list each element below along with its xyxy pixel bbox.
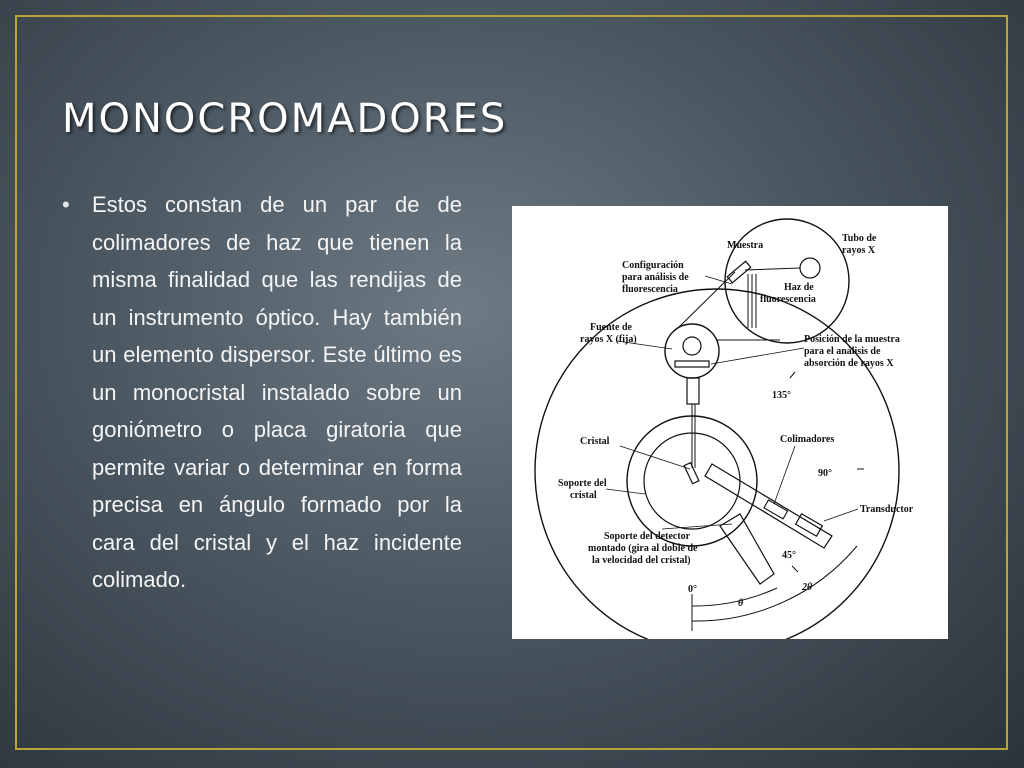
label-fuente-1: Fuente de: [590, 322, 632, 333]
label-haz-2: fluorescencia: [760, 294, 816, 305]
label-soporte-cristal-1: Soporte del: [558, 478, 607, 489]
bullet-item: [62, 186, 462, 599]
xray-source-circle: [665, 324, 719, 378]
label-config-3: fluorescencia: [622, 284, 678, 295]
sample-holder-icon: [675, 361, 709, 367]
tick-mark: [790, 372, 795, 378]
leader-line: [606, 489, 645, 494]
leader-line: [774, 446, 795, 504]
fluorescence-setup-circle: [725, 219, 849, 343]
leader-line: [824, 509, 858, 521]
sample-icon: [727, 261, 751, 283]
label-soporte-detector-1: Soporte del detector: [604, 531, 691, 542]
label-tubo-1: Tubo de: [842, 233, 877, 244]
diagram-svg: [512, 206, 948, 639]
label-colimadores: Colimadores: [780, 434, 835, 445]
label-posicion-3: absorción de rayos X: [804, 358, 894, 369]
label-haz-1: Haz de: [784, 282, 814, 293]
label-fuente-2: rayos X (fija): [580, 334, 637, 345]
detector-arm: [705, 464, 832, 548]
bullet-dot-icon: •: [62, 192, 70, 217]
label-soporte-detector-2: montado (gira al doble de: [588, 543, 698, 554]
bullet-list: [62, 186, 462, 599]
bullet-text: Estos constan de un par de de colimadores de haz que tienen la misma finalidad que las rendijas de un instrumento óptico. Hay también un elemento dispersor. Este último es un monocristal instalado sobre un goniómetro o placa giratoria que permite variar o determinar en forma precisa en ángulo formado por la cara del cristal y el haz incidente colimado.: [92, 192, 462, 592]
collimator-icon: [687, 378, 699, 404]
label-transductor: Transductor: [860, 504, 914, 515]
label-soporte-cristal-2: cristal: [570, 490, 597, 501]
label-angle-90: 90°: [818, 468, 832, 479]
label-angle-0: 0°: [688, 584, 697, 595]
label-posicion-2: para el análisis de: [804, 346, 881, 357]
tick-mark: [792, 566, 798, 572]
label-theta: θ: [738, 598, 744, 609]
two-theta-arc: [692, 546, 857, 621]
leader-line: [620, 446, 690, 469]
theta-arc: [692, 588, 777, 606]
slide-title: MONOCROMADORES: [62, 96, 508, 142]
label-angle-45: 45°: [782, 550, 796, 561]
top-xray-tube-icon: [800, 258, 820, 278]
crystal-icon: [684, 463, 699, 484]
label-cristal: Cristal: [580, 436, 610, 447]
label-tubo-2: rayos X: [842, 245, 876, 256]
label-posicion-1: Posición de la muestra: [804, 334, 900, 345]
label-angle-135: 135°: [772, 390, 791, 401]
monochromator-diagram: [512, 206, 948, 639]
label-muestra: Muestra: [727, 240, 764, 251]
label-config-1: Configuración: [622, 260, 684, 271]
beam-line: [745, 268, 800, 270]
label-two-theta: 2θ: [802, 582, 813, 593]
label-config-2: para análisis de: [622, 272, 689, 283]
xray-tube-icon: [683, 337, 701, 355]
leader-line: [711, 348, 804, 364]
label-soporte-detector-3: la velocidad del cristal): [592, 555, 691, 566]
